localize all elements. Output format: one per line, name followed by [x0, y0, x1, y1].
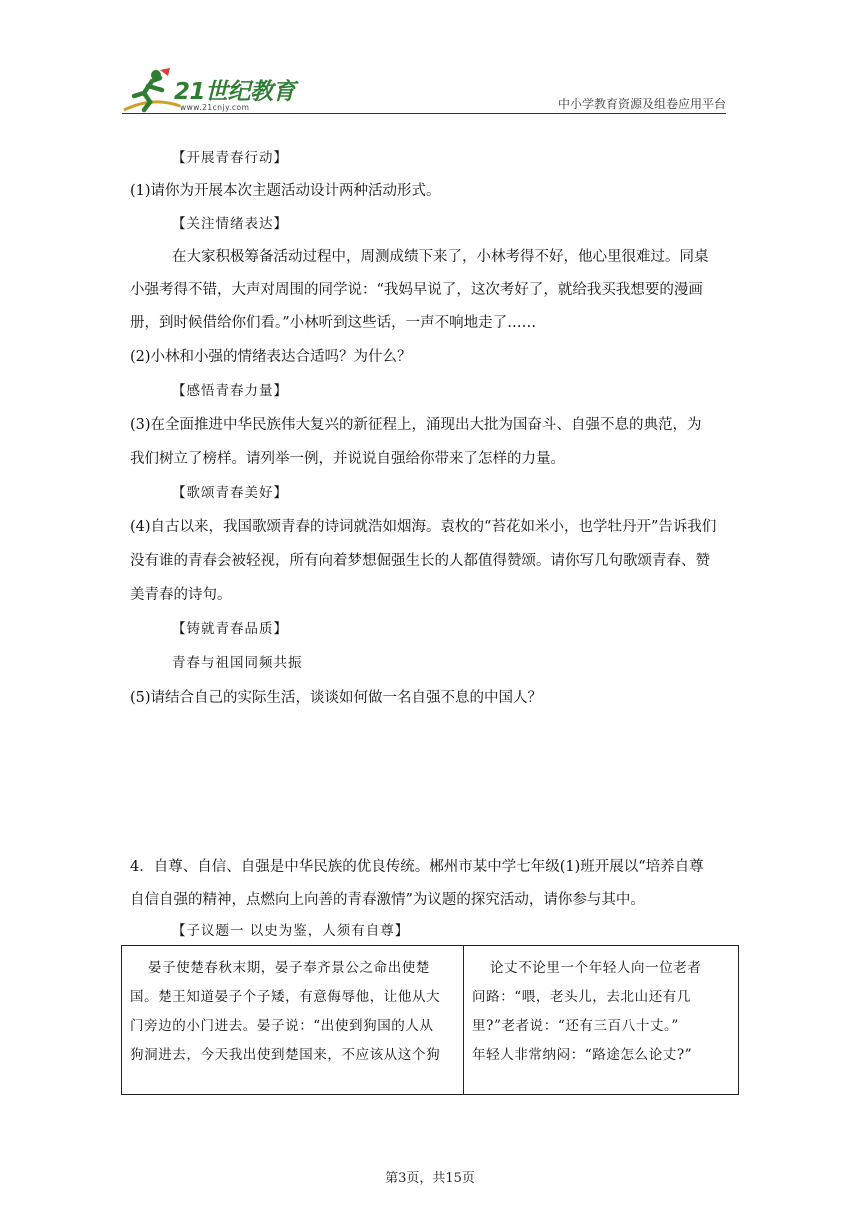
section-heading: 【铸就青春品质】	[172, 621, 288, 637]
table-line: 晏子使楚春秋末期，晏子奉齐景公之命出使楚	[148, 960, 430, 976]
material-cell-left	[122, 946, 464, 1095]
platform-name: 中小学教育资源及组卷应用平台	[557, 97, 726, 111]
section-heading: 【关注情绪表达】	[172, 216, 288, 232]
question-2: (2)小林和小强的情绪表达合适吗？为什么？	[130, 349, 412, 365]
question-4-intro: 4．自尊、自信、自强是中华民族的优良传统。郴州市某中学七年级(1)班开展以“培养自尊	[130, 859, 704, 875]
question-4: 没有谁的青春会被轻视，所有向着梦想倔强生长的人都值得赞颂。请你写几句歌颂青春、赞	[130, 553, 710, 569]
material-table	[121, 945, 739, 1095]
section-heading: 【感悟青春力量】	[172, 383, 288, 399]
logo-text: 21世纪教育	[174, 79, 296, 105]
question-4-intro: 自信自强的精神，点燃向上向善的青春激情”为议题的探究活动，请你参与其中。	[130, 892, 645, 908]
passage-line: 册，到时候借给你们看。”小林听到这些话，一声不响地走了……	[130, 315, 537, 331]
table-line: 国。楚王知道晏子个子矮，有意侮辱他，让他从大	[130, 989, 441, 1005]
question-3: (3)在全面推进中华民族伟大复兴的新征程上，涌现出大批为国奋斗、自强不息的典范，为	[130, 417, 702, 433]
passage-line: 小强考得不错，大声对周围的同学说：“我妈早说了，这次考好了，就给我买我想要的漫画	[130, 282, 703, 298]
table-line: 年轻人非常纳闷：“路途怎么论丈?”	[472, 1047, 693, 1063]
passage-line: 在大家积极筹备活动过程中，周测成绩下来了，小林考得不好，他心里很难过。同桌	[172, 249, 709, 265]
logo-url: www.21cnjy.com	[180, 103, 250, 112]
material-cell-right	[464, 946, 739, 1095]
question-3: 我们树立了榜样。请列举一例，并说说自强给你带来了怎样的力量。	[130, 451, 565, 467]
section-heading: 【开展青春行动】	[172, 150, 288, 166]
subtopic-heading: 【子议题一 以史为鉴，人须有自尊】	[172, 923, 410, 939]
table-line: 门旁边的小门进去。晏子说：“出使到狗国的人从	[130, 1018, 434, 1034]
question-5: (5)请结合自己的实际生活，谈谈如何做一名自强不息的中国人？	[130, 690, 543, 706]
runner-logo-icon	[122, 66, 182, 114]
question-4: (4)自古以来，我国歌颂青春的诗词就浩如烟海。袁枚的“苔花如米小，也学牡丹开”告诉我们	[130, 519, 717, 535]
logo	[122, 66, 297, 114]
question-4: 美青春的诗句。	[130, 587, 232, 603]
header-divider	[122, 113, 726, 114]
table-line: 论丈不论里一个年轻人向一位老者	[490, 960, 702, 976]
table-line: 里?”老者说：“还有三百八十丈。”	[472, 1018, 679, 1034]
question-1: (1)请你为开展本次主题活动设计两种活动形式。	[130, 183, 441, 199]
table-line: 问路：“喂，老头儿，去北山还有几	[472, 989, 692, 1005]
subheading: 青春与祖国同频共振	[172, 655, 303, 671]
page-header	[122, 62, 726, 114]
table-line: 狗洞进去，今天我出使到楚国来，不应该从这个狗	[130, 1047, 441, 1063]
page-number: 第3页，共15页	[385, 1171, 475, 1186]
section-heading: 【歌颂青春美好】	[172, 485, 288, 501]
